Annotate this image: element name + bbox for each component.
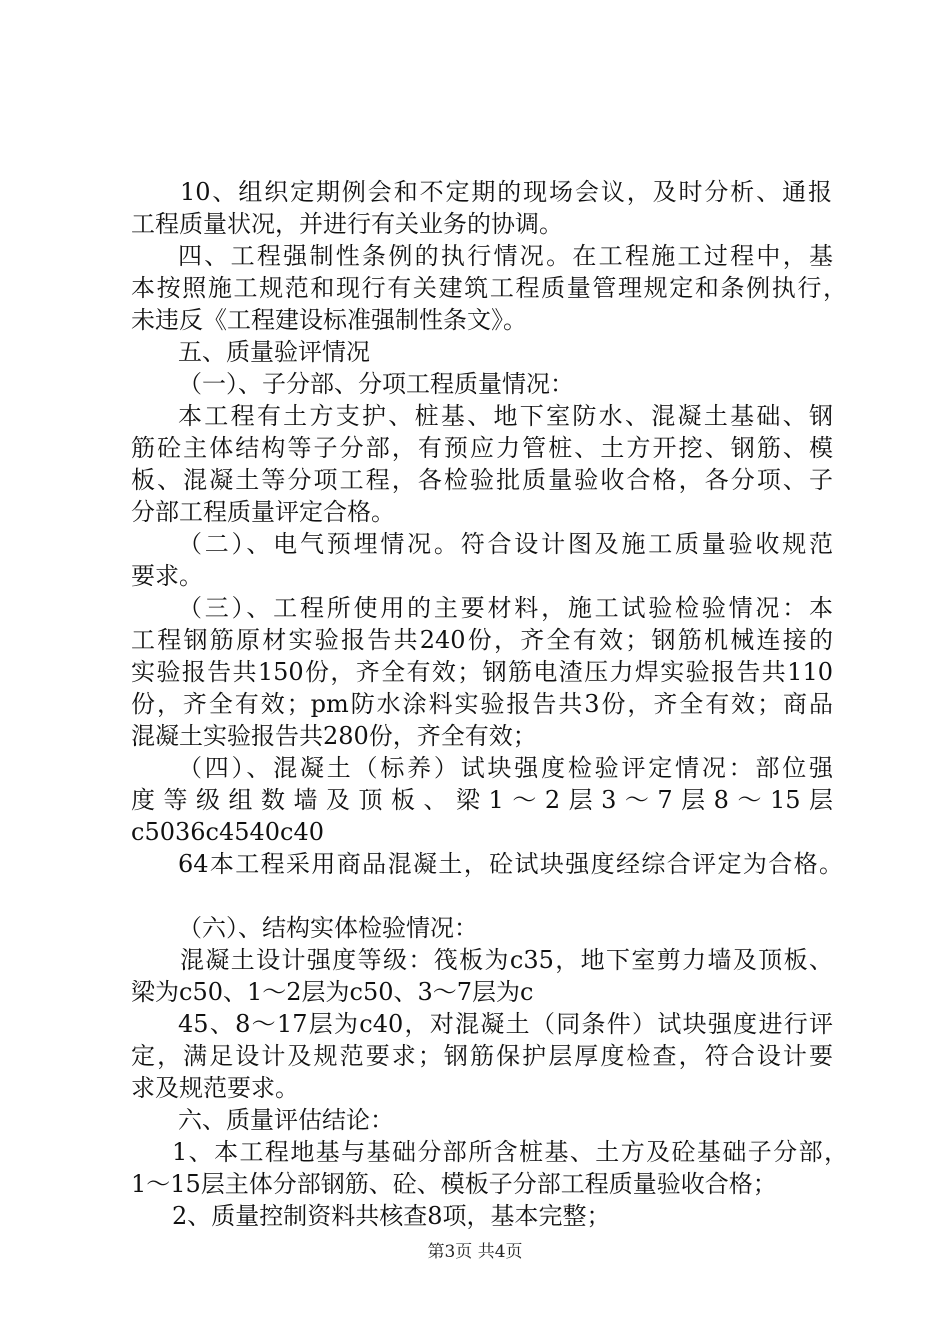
text-line: 份，齐全有效；pm防水涂料实验报告共3份，齐全有效；商品 (131, 690, 833, 718)
text-line: 分部工程质量评定合格。 (131, 498, 395, 526)
text-line: 筋砼主体结构等子分部，有预应力管桩、土方开挖、钢筋、模 (131, 434, 833, 462)
text-line: 定，满足设计及规范要求；钢筋保护层厚度检查，符合设计要 (131, 1042, 833, 1070)
text-line: 混凝土实验报告共280份，齐全有效； (131, 722, 537, 750)
text-line: 64本工程采用商品混凝土，砼试块强度经综合评定为合格。 (178, 850, 843, 878)
text-line: 求及规范要求。 (131, 1074, 299, 1102)
text-line: 要求。 (131, 562, 203, 590)
text-line: 板、混凝土等分项工程，各检验批质量验收合格，各分项、子 (131, 466, 833, 494)
page-number: 第3页 共4页 (427, 1242, 523, 1262)
text-line: 本工程有土方支护、桩基、地下室防水、混凝土基础、钢 (178, 402, 833, 430)
subsection-heading: （一）、子分部、分项工程质量情况： (178, 370, 574, 398)
subsection-heading: （三）、工程所使用的主要材料，施工试验检验情况：本 (178, 594, 833, 622)
text-line: 混凝土设计强度等级：筏板为c35，地下室剪力墙及顶板、 (180, 946, 833, 974)
text-line: 未违反《工程建设标准强制性条文》。 (131, 306, 527, 334)
text-line: 实验报告共150份，齐全有效；钢筋电渣压力焊实验报告共110 (131, 658, 833, 686)
text-line: 10、组织定期例会和不定期的现场会议，及时分析、通报 (180, 178, 832, 206)
text-line: 2、质量控制资料共核查8项，基本完整； (172, 1202, 611, 1230)
text-line: 1～15层主体分部钢筋、砼、模板子分部工程质量验收合格； (131, 1170, 777, 1198)
text-line: 本按照施工规范和现行有关建筑工程质量管理规定和条例执行， (131, 274, 847, 302)
text-line: c5036c4540c40 (131, 818, 325, 846)
subsection-heading: （六）、结构实体检验情况： (178, 914, 478, 942)
text-line: 工程钢筋原材实验报告共240份，齐全有效；钢筋机械连接的 (131, 626, 833, 654)
text-line: 工程质量状况，并进行有关业务的协调。 (131, 210, 563, 238)
text-line: 四、工程强制性条例的执行情况。在工程施工过程中，基 (178, 242, 833, 270)
section-heading: 五、质量验评情况 (178, 338, 370, 366)
text-line: 度等级组数墙及顶板、梁1～2层3～7层8～15层 (131, 786, 833, 814)
text-line: 梁为c50、1～2层为c50、3～7层为c (131, 978, 534, 1006)
section-heading: 六、质量评估结论： (178, 1106, 394, 1134)
text-line: 45、8～17层为c40，对混凝土（同条件）试块强度进行评 (178, 1010, 833, 1038)
subsection-heading: （二）、电气预埋情况。符合设计图及施工质量验收规范 (178, 530, 833, 558)
subsection-heading: （四）、混凝土（标养）试块强度检验评定情况：部位强 (178, 754, 833, 782)
text-line: 1、本工程地基与基础分部所含桩基、土方及砼基础子分部， (172, 1138, 848, 1166)
